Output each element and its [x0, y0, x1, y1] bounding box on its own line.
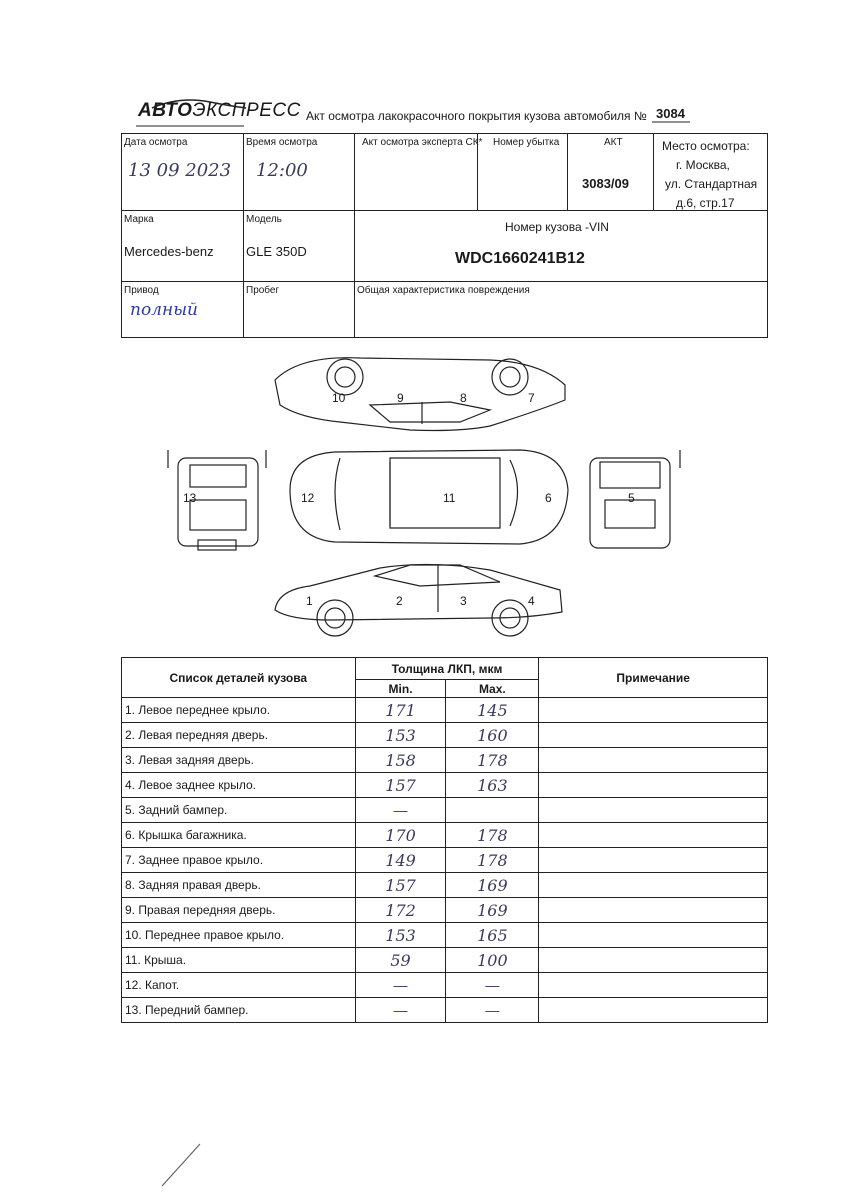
mileage-label: Пробег	[246, 285, 280, 296]
max-value	[446, 798, 539, 823]
max-value: —	[446, 998, 539, 1023]
max-value: 145	[446, 698, 539, 723]
act-label: АКТ	[604, 137, 623, 148]
table-row	[122, 873, 768, 898]
part-name: 6. Крышка багажника.	[122, 823, 356, 848]
note-cell	[539, 948, 768, 973]
part-name: 9. Правая передняя дверь.	[122, 898, 356, 923]
table-row	[122, 773, 768, 798]
col-max: Max.	[446, 680, 539, 698]
vin-label: Номер кузова -VIN	[505, 220, 609, 234]
col-min: Min.	[355, 680, 446, 698]
model-value: GLE 350D	[246, 244, 307, 259]
max-value: 165	[446, 923, 539, 948]
part-name: 8. Задняя правая дверь.	[122, 873, 356, 898]
min-value: 149	[355, 848, 446, 873]
table-row	[122, 698, 768, 723]
document-title: Акт осмотра лакокрасочного покрытия кузова автомобиля №	[306, 109, 647, 123]
drive-label: Привод	[124, 285, 159, 296]
make-value: Mercedes-benz	[124, 244, 214, 259]
max-value: 100	[446, 948, 539, 973]
max-value: 160	[446, 723, 539, 748]
min-value: —	[355, 998, 446, 1023]
logo-underline	[136, 124, 246, 128]
table-row	[122, 798, 768, 823]
max-value: 178	[446, 823, 539, 848]
zone-9: 9	[397, 391, 404, 405]
form-row-divider	[121, 281, 768, 282]
table-row	[122, 723, 768, 748]
table-row	[122, 973, 768, 998]
act-value: 3083/09	[582, 176, 629, 191]
max-value: —	[446, 973, 539, 998]
max-value: 169	[446, 873, 539, 898]
model-label: Модель	[246, 214, 282, 225]
table-row	[122, 848, 768, 873]
pen-stroke	[160, 1140, 210, 1190]
min-value: 153	[355, 723, 446, 748]
vin-value: WDC1660241B12	[455, 250, 585, 267]
logo-car-icon	[150, 96, 250, 110]
min-value: 157	[355, 773, 446, 798]
zone-7: 7	[528, 391, 535, 405]
part-name: 11. Крыша.	[122, 948, 356, 973]
zone-8: 8	[460, 391, 467, 405]
min-value: 158	[355, 748, 446, 773]
logo-light-text: ЭКСПРЕСС	[192, 100, 301, 121]
form-col-divider	[567, 133, 568, 210]
col-thickness: Толщина ЛКП, мкм	[355, 658, 539, 680]
logo-bold-text: АВТО	[138, 100, 193, 121]
part-name: 4. Левое заднее крыло.	[122, 773, 356, 798]
note-cell	[539, 823, 768, 848]
zone-10: 10	[332, 391, 346, 405]
part-name: 7. Заднее правое крыло.	[122, 848, 356, 873]
damage-label: Общая характеристика повреждения	[357, 285, 530, 296]
table-row	[122, 748, 768, 773]
part-name: 12. Капот.	[122, 973, 356, 998]
zone-11: 11	[443, 491, 456, 505]
make-label: Марка	[124, 214, 154, 225]
zone-12: 12	[301, 491, 315, 505]
place-line2: ул. Стандартная	[665, 177, 758, 191]
zone-13: 13	[183, 491, 197, 505]
place-label: Место осмотра:	[662, 139, 750, 153]
zone-4: 4	[528, 594, 535, 608]
loss-label: Номер убытка	[493, 137, 560, 148]
date-label: Дата осмотра	[124, 137, 188, 148]
time-label: Время осмотра	[246, 137, 318, 148]
zone-2: 2	[396, 594, 403, 608]
min-value: 171	[355, 698, 446, 723]
form-col-divider	[243, 133, 244, 338]
zone-1: 1	[306, 594, 313, 608]
table-row	[122, 898, 768, 923]
part-name: 5. Задний бампер.	[122, 798, 356, 823]
zone-6: 6	[545, 491, 552, 505]
min-value: 153	[355, 923, 446, 948]
max-value: 178	[446, 848, 539, 873]
table-row	[122, 948, 768, 973]
time-value: 12:00	[256, 160, 308, 181]
max-value: 178	[446, 748, 539, 773]
part-name: 10. Переднее правое крыло.	[122, 923, 356, 948]
form-col-divider	[653, 133, 654, 210]
note-cell	[539, 848, 768, 873]
thickness-table	[121, 657, 768, 1023]
note-cell	[539, 723, 768, 748]
note-cell	[539, 898, 768, 923]
car-diagram	[160, 350, 700, 650]
note-cell	[539, 973, 768, 998]
note-cell	[539, 748, 768, 773]
zone-5: 5	[628, 491, 635, 505]
max-value: 169	[446, 898, 539, 923]
part-name: 2. Левая передняя дверь.	[122, 723, 356, 748]
note-cell	[539, 923, 768, 948]
zone-3: 3	[460, 594, 467, 608]
min-value: 59	[355, 948, 446, 973]
note-cell	[539, 998, 768, 1023]
place-line3: д.6, стр.17	[676, 196, 735, 210]
document-number: 3084	[656, 106, 685, 121]
drive-value: полный	[130, 300, 198, 320]
note-cell	[539, 698, 768, 723]
date-value: 13 09 2023	[128, 160, 232, 181]
min-value: 170	[355, 823, 446, 848]
number-underline	[652, 121, 692, 124]
place-line1: г. Москва,	[676, 158, 730, 172]
note-cell	[539, 873, 768, 898]
part-name: 3. Левая задняя дверь.	[122, 748, 356, 773]
min-value: —	[355, 973, 446, 998]
part-name: 1. Левое переднее крыло.	[122, 698, 356, 723]
part-name: 13. Передний бампер.	[122, 998, 356, 1023]
col-note: Примечание	[539, 658, 768, 698]
min-value: 157	[355, 873, 446, 898]
form-row-divider	[121, 210, 768, 211]
table-row	[122, 998, 768, 1023]
min-value: —	[355, 798, 446, 823]
col-parts: Список деталей кузова	[122, 658, 356, 698]
max-value: 163	[446, 773, 539, 798]
expert-label: Акт осмотра эксперта СК*	[362, 137, 483, 148]
note-cell	[539, 798, 768, 823]
table-row	[122, 823, 768, 848]
table-row	[122, 923, 768, 948]
min-value: 172	[355, 898, 446, 923]
note-cell	[539, 773, 768, 798]
form-col-divider	[354, 133, 355, 338]
